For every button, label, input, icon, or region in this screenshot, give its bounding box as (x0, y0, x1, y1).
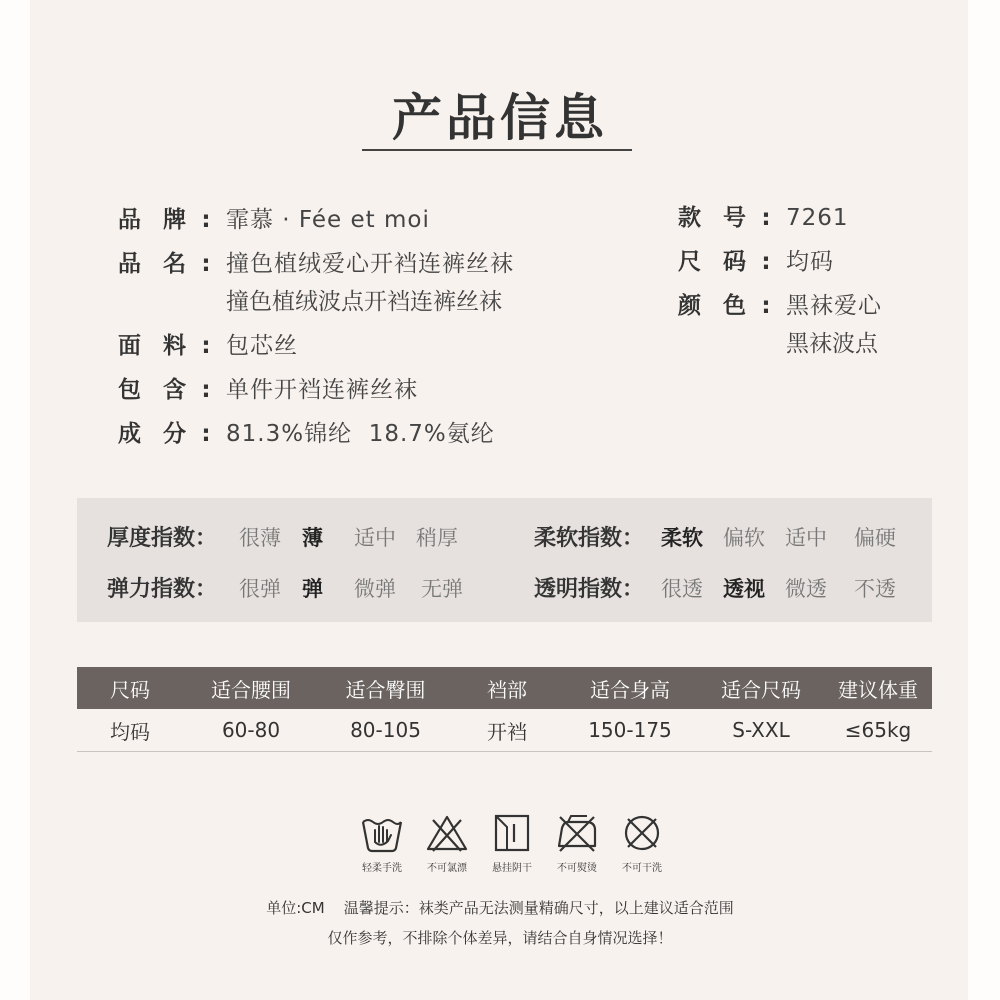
info-colon: : (761, 293, 771, 319)
product-info-right (678, 196, 882, 366)
index-option: 适中 (354, 525, 397, 550)
info-colon: : (201, 333, 211, 359)
info-value-color-2: 黑袜波点 (786, 331, 878, 357)
index-label: 弹力指数： (107, 577, 218, 602)
table-cell: ≤65kg (844, 718, 912, 742)
table-header (77, 667, 932, 709)
care-caption: 悬挂阴干 (492, 863, 532, 874)
index-option: 很弹 (239, 576, 282, 601)
page-edge-right (968, 0, 1000, 1000)
index-transparency (534, 572, 896, 603)
index-option: 偏硬 (854, 525, 897, 550)
care-caption: 不可熨烫 (557, 863, 597, 874)
index-label: 柔软指数： (534, 526, 645, 551)
title-underline (362, 149, 632, 151)
info-value-brand: 霏慕 · Fée et moi (226, 207, 430, 233)
size-notes (0, 893, 1000, 953)
index-option: 柔软 (661, 525, 704, 550)
no-bleach-icon (424, 812, 470, 854)
index-panel (77, 498, 932, 622)
info-label: 品 名 (118, 251, 186, 277)
index-option: 无弹 (421, 576, 464, 601)
care-item (482, 812, 542, 874)
index-label: 厚度指数： (107, 526, 218, 551)
info-colon: : (201, 251, 211, 277)
info-label: 尺 码 (678, 249, 746, 275)
care-item (612, 812, 672, 874)
index-option: 不透 (854, 576, 897, 601)
info-row-size (678, 240, 882, 284)
table-header-cell: 建议体重 (838, 677, 918, 702)
no-tumble-dry-icon (619, 812, 665, 854)
table-cell: 开裆 (487, 719, 527, 744)
size-table (77, 667, 932, 752)
index-option: 透视 (723, 576, 766, 601)
care-item (417, 812, 477, 874)
index-label: 透明指数： (534, 577, 645, 602)
info-label: 包 含 (118, 377, 186, 403)
care-instructions (352, 812, 677, 874)
info-colon: : (761, 249, 771, 275)
table-header-cell: 裆部 (487, 677, 527, 702)
info-colon: : (201, 207, 211, 233)
info-row-style-no (678, 196, 882, 240)
product-info-left (118, 198, 514, 456)
table-row (77, 709, 932, 752)
index-option: 很透 (661, 576, 704, 601)
info-row-brand (118, 198, 514, 242)
index-thickness (107, 521, 458, 552)
info-label: 款 号 (678, 205, 746, 231)
table-cell: 150-175 (588, 718, 672, 742)
info-value-composition: 81.3%锦纶 18.7%氨纶 (226, 421, 495, 447)
index-softness (534, 521, 896, 552)
care-caption: 轻柔手洗 (362, 863, 402, 874)
index-option: 微透 (785, 576, 828, 601)
index-option: 很薄 (239, 525, 282, 550)
no-iron-icon (554, 812, 600, 854)
info-value-name: 撞色植绒爱心开裆连裤丝袜 (226, 251, 514, 277)
index-option: 稍厚 (416, 525, 459, 550)
info-row-composition (118, 412, 514, 456)
info-value-contents: 单件开裆连裤丝袜 (226, 377, 418, 403)
care-caption: 不可干洗 (622, 863, 662, 874)
info-value-style-no: 7261 (786, 205, 849, 231)
info-label: 颜 色 (678, 293, 746, 319)
table-header-cell: 适合身高 (590, 677, 670, 702)
table-cell: 80-105 (350, 718, 421, 742)
info-label: 品 牌 (118, 207, 186, 233)
page-title: 产品信息 (392, 88, 608, 147)
note-line-1: 单位:CM 温馨提示：袜类产品无法测量精确尺寸，以上建议适合范围 (266, 899, 734, 917)
index-elasticity (107, 572, 463, 603)
info-value-name-2: 撞色植绒波点开裆连裤丝袜 (226, 289, 502, 315)
care-item (352, 812, 412, 874)
info-label: 面 料 (118, 333, 186, 359)
info-colon: : (201, 377, 211, 403)
table-header-cell: 适合腰围 (211, 677, 291, 702)
index-option: 微弹 (354, 576, 397, 601)
info-value-material: 包芯丝 (226, 333, 298, 359)
index-option: 弹 (302, 576, 324, 601)
info-row-material (118, 324, 514, 368)
index-option: 适中 (785, 525, 828, 550)
index-option: 偏软 (723, 525, 766, 550)
info-value-size: 均码 (786, 249, 834, 275)
info-colon: : (761, 205, 771, 231)
info-label: 成 分 (118, 421, 186, 447)
index-option: 薄 (302, 525, 324, 550)
table-cell: 60-80 (221, 718, 281, 742)
info-row-contents (118, 368, 514, 412)
note-line-2: 仅作参考，不排除个体差异，请结合自身情况选择！ (327, 929, 673, 947)
table-cell: 均码 (110, 719, 150, 744)
table-header-cell: 适合尺码 (721, 677, 801, 702)
info-value-color: 黑袜爱心 (786, 293, 882, 319)
table-header-cell: 尺码 (110, 677, 150, 702)
hang-dry-shade-icon (489, 812, 535, 854)
page-edge-left (0, 0, 30, 1000)
care-item (547, 812, 607, 874)
table-header-cell: 适合臀围 (345, 677, 426, 702)
hand-wash-icon (359, 812, 405, 854)
table-cell: S-XXL (732, 718, 790, 742)
info-colon: : (201, 421, 211, 447)
care-caption: 不可氯漂 (427, 863, 467, 874)
